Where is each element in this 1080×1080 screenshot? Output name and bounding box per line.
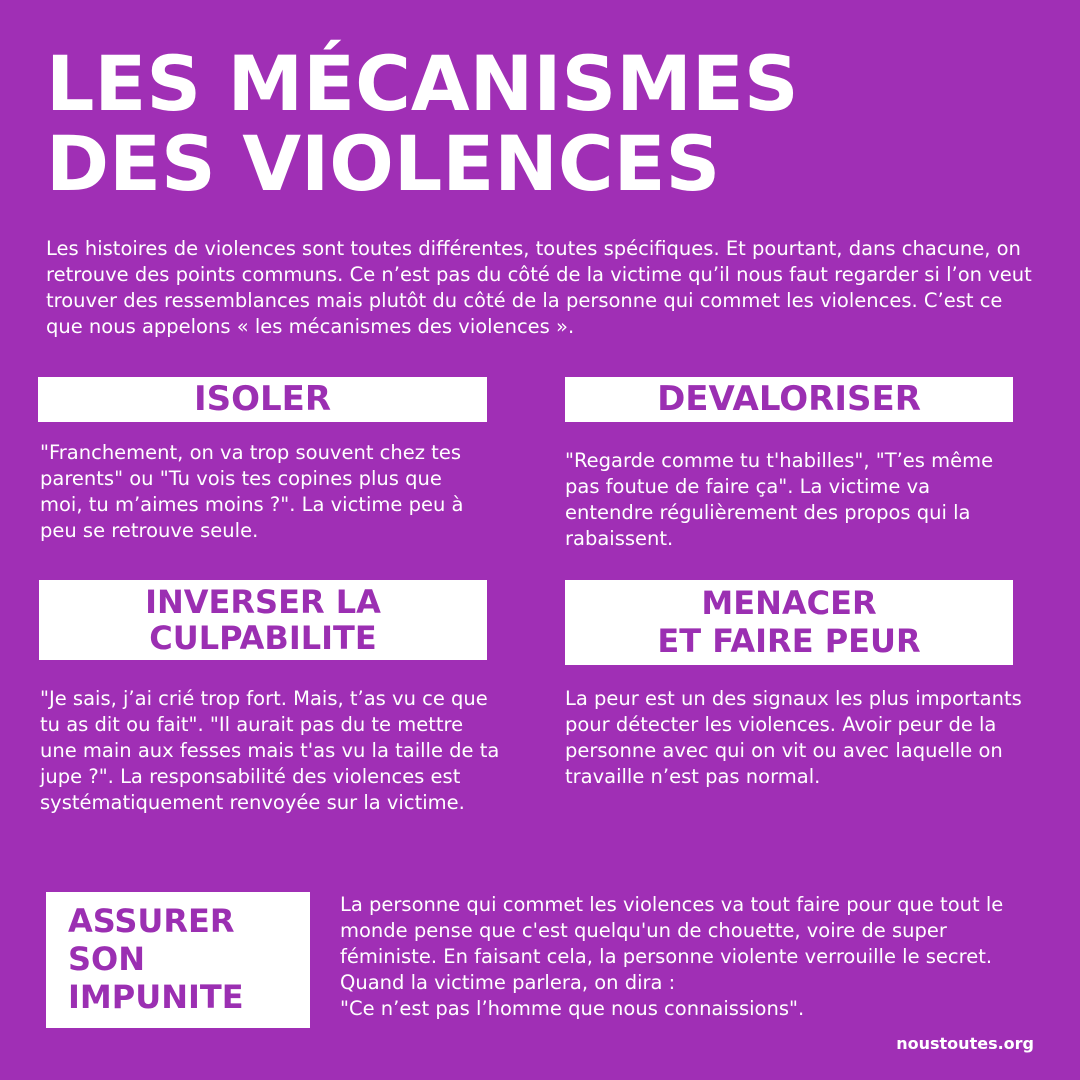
heading-impunite-line-2: SON bbox=[68, 940, 146, 978]
intro-paragraph: Les histoires de violences sont toutes différentes, toutes spécifiques. Et pourtant, dans chacune, on retrouve des points communs. Ce n’est pas du côté de la victime qu’il nous faut regarder si l’on veut trouver des ressemblances mais plutôt du côté de la personne qui commet les violences. C’est ce que nous appelons « les mécanismes des violences ». bbox=[46, 237, 1032, 338]
heading-menacer bbox=[565, 580, 1013, 665]
heading-menacer-line-1: MENACER bbox=[701, 584, 877, 622]
heading-inverser-line-1: INVERSER LA bbox=[145, 583, 381, 621]
text-impunite-line-2: "Ce n’est pas l’homme que nous connaissions". bbox=[340, 997, 805, 1020]
title-line-1: LES MÉCANISMES bbox=[46, 39, 799, 128]
heading-inverser bbox=[39, 580, 487, 660]
page-title bbox=[46, 39, 799, 208]
heading-isoler-label: ISOLER bbox=[193, 379, 332, 419]
heading-impunite bbox=[46, 892, 310, 1028]
text-isoler: "Franchement, on va trop souvent chez tes parents" ou "Tu vois tes copines plus que moi, tu m’aimes moins ?". La victime peu à peu se retrouve seule. bbox=[40, 441, 464, 542]
text-inverser: "Je sais, j’ai crié trop fort. Mais, t’as vu ce que tu as dit ou fait". "Il aurait pas du te mettre une main aux fesses mais t'as vu la taille de ta jupe ?". La responsabilité des violences est systématiquement renvoyée sur la victime. bbox=[40, 687, 500, 814]
text-menacer: La peur est un des signaux les plus importants pour détecter les violences. Avoir peur de la personne avec qui on vit ou avec laquelle on travaille n’est pas normal. bbox=[565, 687, 1022, 788]
heading-impunite-line-3: IMPUNITE bbox=[68, 978, 244, 1016]
heading-devaloriser bbox=[565, 377, 1013, 422]
heading-menacer-line-2: ET FAIRE PEUR bbox=[657, 622, 921, 660]
heading-impunite-line-1: ASSURER bbox=[68, 902, 235, 940]
text-impunite-line-1: La personne qui commet les violences va tout faire pour que tout le monde pense que c'est quelqu'un de chouette, voire de super féministe. En faisant cela, la personne violente verrouille le secret. Quand la victime parlera, on dira : bbox=[340, 893, 1004, 994]
heading-devaloriser-label: DEVALORISER bbox=[657, 379, 921, 419]
heading-isoler bbox=[38, 377, 487, 422]
text-impunite bbox=[340, 892, 1040, 1022]
text-devaloriser: "Regarde comme tu t'habilles", "T’es même pas foutue de faire ça". La victime va entendre régulièrement des propos qui la rabaissent. bbox=[565, 449, 994, 550]
footer-website: noustoutes.org bbox=[896, 1034, 1034, 1053]
title-line-2: DES VIOLENCES bbox=[46, 119, 721, 208]
heading-inverser-line-2: CULPABILITE bbox=[149, 619, 377, 657]
